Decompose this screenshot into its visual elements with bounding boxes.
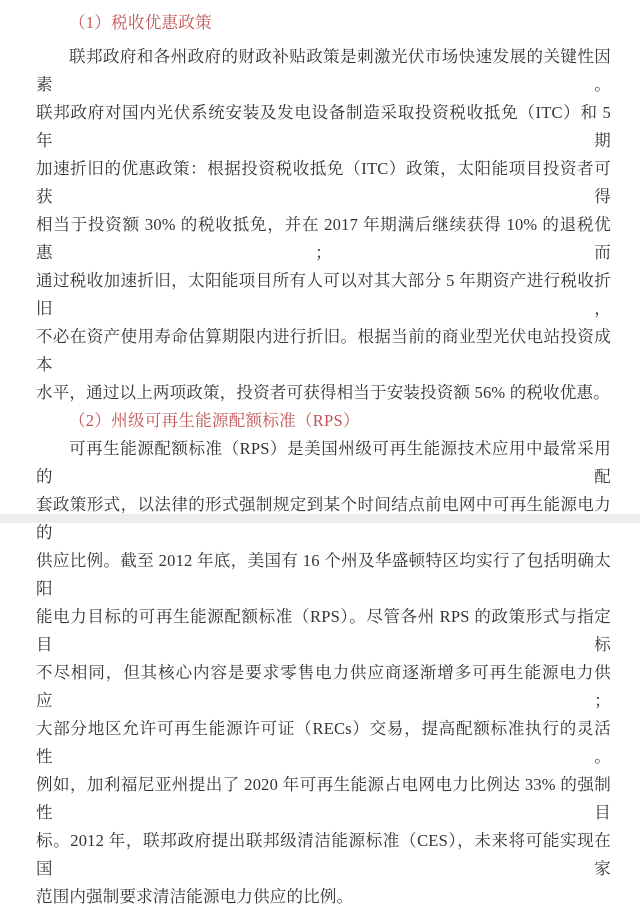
text-line: 能电力目标的可再生能源配额标准（RPS）。尽管各州 RPS 的政策形式与指定目标 (36, 607, 611, 654)
text-line: 通过税收加速折旧，太阳能项目所有人可以对其大部分 5 年期资产进行税收折旧， (36, 271, 611, 318)
paragraph-2 (36, 435, 611, 911)
text-line: 范围内强制要求清洁能源电力供应的比例。 (36, 887, 354, 906)
text-line: 联邦政府和各州政府的财政补贴政策是刺激光伏市场快速发展的关键性因素。 (36, 47, 611, 94)
text-line: 标。2012 年，联邦政府提出联邦级清洁能源标准（CES），未来将可能实现在国家 (36, 831, 611, 878)
text-line: 供应比例。截至 2012 年底，美国有 16 个州及华盛顿特区均实行了包括明确太阳 (36, 551, 611, 598)
text-line: 大部分地区允许可再生能源许可证（RECs）交易，提高配额标准执行的灵活性。 (36, 719, 611, 766)
section-heading-2: （2）州级可再生能源配额标准（RPS） (69, 411, 360, 430)
text-line: 加速折旧的优惠政策：根据投资税收抵免（ITC）政策，太阳能项目投资者可获得 (36, 159, 611, 206)
text-line: 联邦政府对国内光伏系统安装及发电设备制造采取投资税收抵免（ITC）和 5 年期 (36, 103, 611, 150)
text-line: 可再生能源配额标准（RPS）是美国州级可再生能源技术应用中最常采用的配 (36, 439, 611, 486)
text-line: 相当于投资额 30% 的税收抵免，并在 2017 年期满后继续获得 10% 的退税优惠；而 (36, 215, 611, 262)
page-bottom-edge (0, 514, 640, 523)
text-line: 例如，加利福尼亚州提出了 2020 年可再生能源占电网电力比例达 33% 的强制性目 (36, 775, 611, 822)
text-line: 套政策形式，以法律的形式强制规定到某个时间结点前电网中可再生能源电力的 (36, 495, 611, 542)
section-heading-1: （1）税收优惠政策 (69, 13, 212, 32)
text-line: 不尽相同，但其核心内容是要求零售电力供应商逐渐增多可再生能源电力供应； (36, 663, 611, 710)
paragraph-1 (36, 43, 611, 407)
text-line: 不必在资产使用寿命估算期限内进行折旧。根据当前的商业型光伏电站投资成本 (36, 327, 611, 374)
text-line: 水平，通过以上两项政策，投资者可获得相当于安装投资额 56% 的税收优惠。 (36, 383, 610, 402)
